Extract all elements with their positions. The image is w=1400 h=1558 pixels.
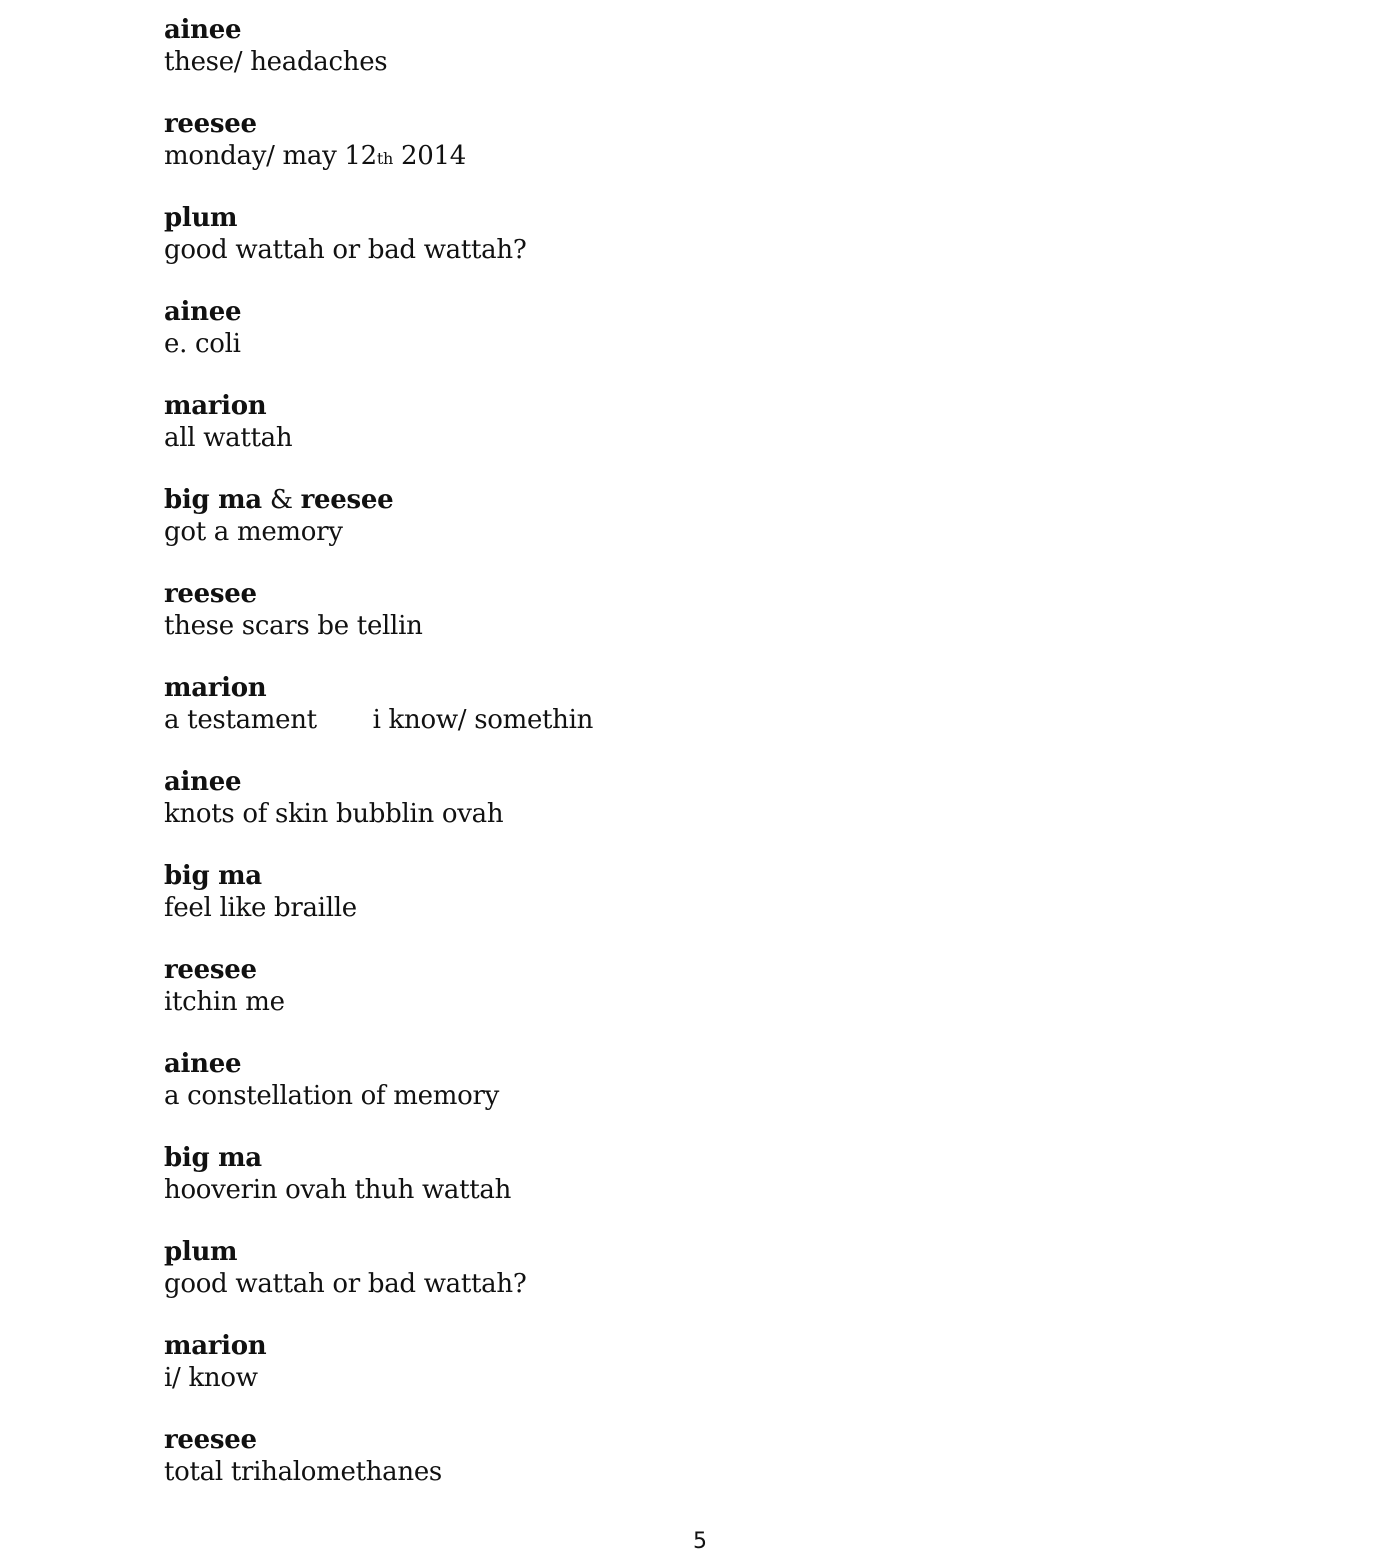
dialogue-block (164, 1142, 1264, 1236)
year-text: 2014 (393, 141, 466, 171)
dialogue-line: i/ know (164, 1363, 258, 1393)
dialogue-line: good wattah or bad wattah? (164, 1269, 527, 1299)
speaker-name: reesee (164, 109, 257, 139)
dialogue-block (164, 766, 1264, 860)
speaker-name-second: reesee (300, 485, 394, 515)
speaker-name: plum (164, 203, 238, 233)
script-body (164, 14, 1264, 1518)
speaker-name: marion (164, 1331, 267, 1361)
dialogue-line: a constellation of memory (164, 1081, 499, 1111)
speaker-name: plum (164, 1237, 238, 1267)
speaker-name: big ma (164, 1143, 262, 1173)
date-text: monday/ may 12 (164, 141, 377, 171)
dialogue-line: got a memory (164, 517, 343, 547)
dialogue-line: feel like braille (164, 893, 357, 923)
dialogue-block (164, 1424, 1264, 1518)
speaker-name: marion (164, 391, 267, 421)
dialogue-block (164, 1048, 1264, 1142)
dialogue-line: hooverin ovah thuh wattah (164, 1175, 512, 1205)
speaker-name (164, 484, 1264, 516)
dialogue-line: all wattah (164, 423, 293, 453)
dialogue-block (164, 672, 1264, 766)
dialogue-block (164, 108, 1264, 202)
speaker-name: reesee (164, 579, 257, 609)
dialogue-line: itchin me (164, 987, 285, 1017)
dialogue-line: a testament i know/ somethin (164, 705, 594, 735)
page-number: 5 (693, 1529, 707, 1554)
dialogue-line (164, 140, 1264, 172)
dialogue-block (164, 954, 1264, 1048)
dialogue-block (164, 1330, 1264, 1424)
dialogue-line: total trihalomethanes (164, 1457, 442, 1487)
dialogue-block (164, 296, 1264, 390)
dialogue-block (164, 1236, 1264, 1330)
dialogue-block (164, 390, 1264, 484)
dialogue-line: e. coli (164, 329, 241, 359)
speaker-ampersand: & (261, 485, 301, 515)
speaker-name-first: big ma (164, 485, 262, 515)
dialogue-block (164, 202, 1264, 296)
dialogue-block (164, 860, 1264, 954)
speaker-name: reesee (164, 955, 257, 985)
dialogue-line: these/ headaches (164, 47, 388, 77)
speaker-name: marion (164, 673, 267, 703)
speaker-name: ainee (164, 15, 242, 45)
speaker-name: ainee (164, 1049, 242, 1079)
speaker-name: ainee (164, 767, 242, 797)
dialogue-block (164, 14, 1264, 108)
dialogue-block (164, 578, 1264, 672)
speaker-name: reesee (164, 1425, 257, 1455)
dialogue-block (164, 484, 1264, 578)
dialogue-line: these scars be tellin (164, 611, 423, 641)
dialogue-line: knots of skin bubblin ovah (164, 799, 504, 829)
speaker-name: ainee (164, 297, 242, 327)
speaker-name: big ma (164, 861, 262, 891)
ordinal-suffix: th (376, 149, 394, 168)
dialogue-line: good wattah or bad wattah? (164, 235, 527, 265)
